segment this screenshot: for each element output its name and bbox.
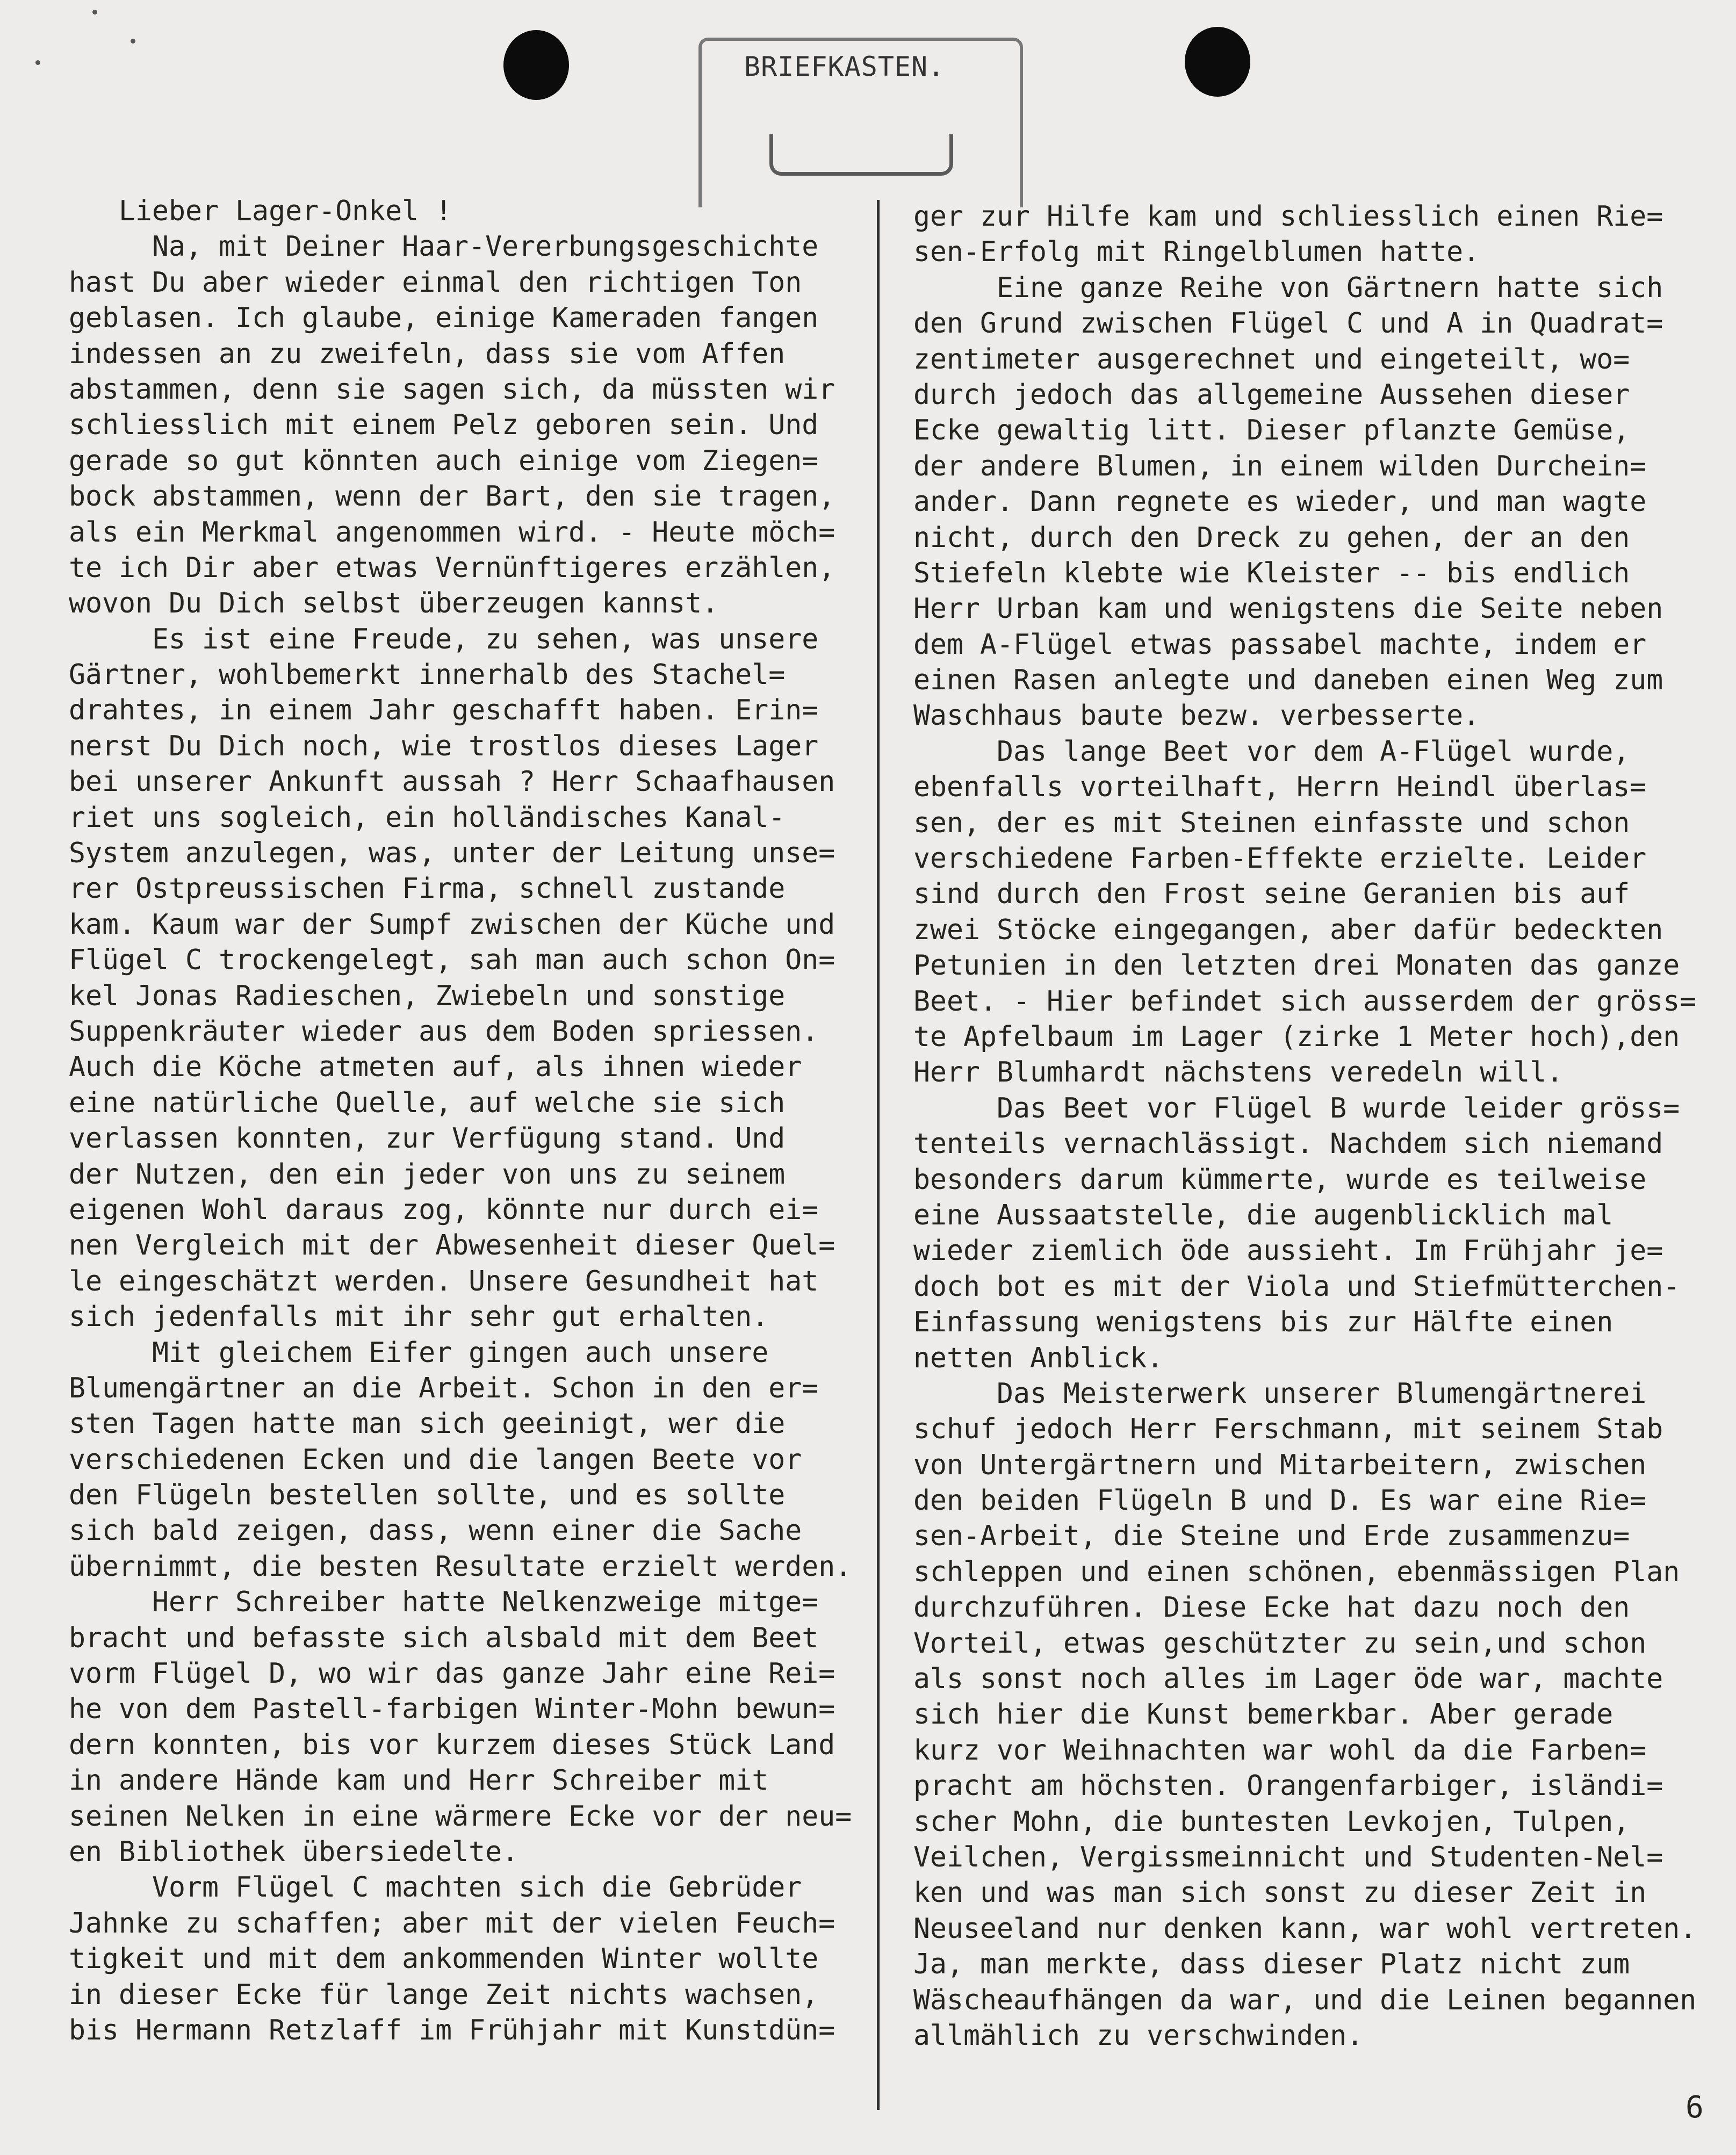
text-line: Neuseeland nur denken kann, war wohl vertreten. <box>913 1912 1697 1945</box>
text-line: kel Jonas Radieschen, Zwiebeln und sonstige <box>69 979 786 1012</box>
text-line: Ecke gewaltig litt. Dieser pflanzte Gemüse, <box>913 414 1630 447</box>
text-line: indessen an zu zweifeln, dass sie vom Affen <box>69 337 786 370</box>
text-line: Das Beet vor Flügel B wurde leider gröss= <box>913 1092 1680 1125</box>
text-line: netten Anblick. <box>913 1342 1164 1374</box>
text-line: tenteils vernachlässigt. Nachdem sich niemand <box>913 1128 1663 1161</box>
text-line: als ein Merkmal angenommen wird. - Heute möch= <box>69 516 835 549</box>
text-line: sich bald zeigen, dass, wenn einer die Sache <box>69 1515 802 1547</box>
text-line: kam. Kaum war der Sumpf zwischen der Küche und <box>69 908 835 941</box>
text-line: pracht am höchsten. Orangenfarbiger, isländi= <box>913 1770 1663 1803</box>
text-line: seinen Nelken in eine wärmere Ecke vor der neu= <box>69 1800 852 1833</box>
text-line: Suppenkräuter wieder aus dem Boden spriessen. <box>69 1015 819 1048</box>
text-line: eigenen Wohl daraus zog, könnte nur durch ei= <box>69 1193 819 1226</box>
text-line: sind durch den Frost seine Geranien bis auf <box>913 878 1630 911</box>
text-line: riet uns sogleich, ein holländisches Kanal- <box>69 801 786 834</box>
text-line: als sonst noch alles im Lager öde war, machte <box>913 1663 1663 1696</box>
text-line: Das lange Beet vor dem A-Flügel wurde, <box>913 735 1630 768</box>
text-line: der Nutzen, den ein jeder von uns zu seinem <box>69 1158 786 1191</box>
text-line: sten Tagen hatte man sich geeinigt, wer die <box>69 1408 786 1440</box>
text-line: en Bibliothek übersiedelte. <box>69 1835 519 1868</box>
text-line: doch bot es mit der Viola und Stiefmütterchen- <box>913 1270 1680 1303</box>
punch-hole-right <box>1185 27 1250 97</box>
text-line: vorm Flügel D, wo wir das ganze Jahr eine Rei= <box>69 1657 835 1690</box>
text-line: Das Meisterwerk unserer Blumengärtnerei <box>913 1377 1647 1410</box>
text-line: zentimeter ausgerechnet und eingeteilt, wo= <box>913 343 1630 376</box>
text-line: Vorm Flügel C machten sich die Gebrüder <box>69 1871 802 1904</box>
text-line: den beiden Flügeln B und D. Es war eine Rie= <box>913 1484 1647 1517</box>
text-line: bis Hermann Retzlaff im Frühjahr mit Kunstdün= <box>69 2014 835 2046</box>
text-line: wieder ziemlich öde aussieht. Im Frühjahr je= <box>913 1235 1663 1267</box>
text-line: geblasen. Ich glaube, einige Kameraden fangen <box>69 302 819 335</box>
text-line: abstammen, denn sie sagen sich, da müssten wir <box>69 373 835 406</box>
text-line: schliesslich mit einem Pelz geboren sein. Und <box>69 409 819 442</box>
text-line: durch jedoch das allgemeine Aussehen dieser <box>913 378 1630 411</box>
text-line: Ja, man merkte, dass dieser Platz nicht zum <box>913 1948 1630 1981</box>
left-column <box>69 193 869 2048</box>
ink-speck <box>92 10 97 15</box>
text-line: System anzulegen, was, unter der Leitung unse= <box>69 837 835 870</box>
text-line: nicht, durch den Dreck zu gehen, der an den <box>913 521 1630 554</box>
text-line: Jahnke zu schaffen; aber mit der vielen Feuch= <box>69 1907 835 1940</box>
text-line: Es ist eine Freude, zu sehen, was unsere <box>69 623 819 655</box>
text-line: Einfassung wenigstens bis zur Hälfte einen <box>913 1306 1613 1339</box>
text-line: Flügel C trockengelegt, sah man auch schon On= <box>69 944 835 977</box>
text-line: verschiedene Farben-Effekte erzielte. Leider <box>913 842 1647 875</box>
text-line: Gärtner, wohlbemerkt innerhalb des Stachel= <box>69 659 786 691</box>
text-line: Herr Urban kam und wenigstens die Seite neben <box>913 593 1663 625</box>
text-line: verlassen konnten, zur Verfügung stand. Und <box>69 1122 786 1155</box>
right-column <box>913 199 1733 2053</box>
ink-speck <box>131 39 135 44</box>
text-line: den Grund zwischen Flügel C und A in Quadrat= <box>913 307 1663 340</box>
text-line: kurz vor Weihnachten war wohl da die Farben= <box>913 1734 1647 1767</box>
text-line: Herr Schreiber hatte Nelkenzweige mitge= <box>69 1586 819 1619</box>
text-line: Auch die Köche atmeten auf, als ihnen wieder <box>69 1051 802 1084</box>
text-line: le eingeschätzt werden. Unsere Gesundheit hat <box>69 1265 819 1298</box>
text-line: he von dem Pastell-farbigen Winter-Mohn bewun= <box>69 1693 835 1726</box>
text-line: schuf jedoch Herr Ferschmann, mit seinem Stab <box>913 1413 1663 1446</box>
text-line: Lieber Lager-Onkel ! <box>69 195 452 227</box>
column-divider <box>877 200 880 2110</box>
text-line: Na, mit Deiner Haar-Vererbungsgeschichte <box>69 230 819 263</box>
text-line: Vorteil, etwas geschützter zu sein,und schon <box>913 1627 1647 1660</box>
text-line: den Flügeln bestellen sollte, und es sollte <box>69 1479 786 1512</box>
text-line: von Untergärtnern und Mitarbeitern, zwischen <box>913 1448 1647 1481</box>
text-line: ken und was man sich sonst zu dieser Zeit in <box>913 1877 1647 1909</box>
text-line: wovon Du Dich selbst überzeugen kannst. <box>69 587 719 620</box>
text-line: Blumengärtner an die Arbeit. Schon in den er= <box>69 1372 819 1404</box>
text-line: Waschhaus baute bezw. verbesserte. <box>913 700 1480 732</box>
text-line: verschiedenen Ecken und die langen Beete vor <box>69 1443 802 1476</box>
text-line: in andere Hände kam und Herr Schreiber mit <box>69 1764 769 1797</box>
text-line: Beet. - Hier befindet sich ausserdem der gröss= <box>913 985 1697 1018</box>
ink-speck <box>35 60 40 65</box>
punch-hole-left <box>503 30 569 100</box>
text-line: bei unserer Ankunft aussah ? Herr Schaafhausen <box>69 766 835 798</box>
text-line: einen Rasen anlegte und daneben einen Weg zum <box>913 664 1663 697</box>
text-line: allmählich zu verschwinden. <box>913 2019 1364 2052</box>
text-line: Stiefeln klebte wie Kleister -- bis endlich <box>913 557 1630 589</box>
text-line: sen-Erfolg mit Ringelblumen hatte. <box>913 236 1480 269</box>
text-line: hast Du aber wieder einmal den richtigen Ton <box>69 266 802 299</box>
text-line: besonders darum kümmerte, wurde es teilweise <box>913 1163 1647 1196</box>
text-line: gerade so gut könnten auch einige vom Ziegen= <box>69 444 819 477</box>
text-line: ebenfalls vorteilhaft, Herrn Heindl überlas= <box>913 771 1647 804</box>
text-line: Mit gleichem Eifer gingen auch unsere <box>69 1336 769 1369</box>
text-line: nerst Du Dich noch, wie trostlos dieses Lager <box>69 730 819 762</box>
text-line: drahtes, in einem Jahr geschafft haben. Erin= <box>69 694 819 727</box>
text-line: in dieser Ecke für lange Zeit nichts wachsen, <box>69 1978 819 2011</box>
text-line: Petunien in den letzten drei Monaten das ganze <box>913 949 1680 982</box>
text-line: sich jedenfalls mit ihr sehr gut erhalten. <box>69 1301 769 1334</box>
text-line: schleppen und einen schönen, ebenmässigen Plan <box>913 1555 1680 1588</box>
page-number: 6 <box>1685 2090 1704 2125</box>
text-line: ander. Dann regnete es wieder, und man wagte <box>913 486 1647 518</box>
text-line: dem A-Flügel etwas passabel machte, indem er <box>913 628 1647 661</box>
header-bracket <box>769 134 953 176</box>
text-line: scher Mohn, die buntesten Levkojen, Tulpen, <box>913 1805 1630 1838</box>
text-line: Veilchen, Vergissmeinnicht und Studenten-Nel= <box>913 1841 1663 1873</box>
text-line: te Apfelbaum im Lager (zirke 1 Meter hoch),den <box>913 1020 1680 1053</box>
text-line: eine natürliche Quelle, auf welche sie sich <box>69 1086 786 1119</box>
text-line: übernimmt, die besten Resultate erzielt werden. <box>69 1550 852 1583</box>
text-line: eine Aussaatstelle, die augenblicklich mal <box>913 1199 1613 1231</box>
text-line: tigkeit und mit dem ankommenden Winter wollte <box>69 1943 819 1976</box>
text-line: rer Ostpreussischen Firma, schnell zustande <box>69 873 786 905</box>
text-line: zwei Stöcke eingegangen, aber dafür bedeckten <box>913 913 1663 946</box>
text-line: nen Vergleich mit der Abwesenheit dieser Quel= <box>69 1229 835 1262</box>
text-line: Eine ganze Reihe von Gärtnern hatte sich <box>913 271 1663 304</box>
text-line: sen, der es mit Steinen einfasste und schon <box>913 806 1630 839</box>
text-line: sen-Arbeit, die Steine und Erde zusammenzu= <box>913 1520 1630 1553</box>
page-title: BRIEFKASTEN. <box>744 51 945 82</box>
text-line: Wäscheaufhängen da war, und die Leinen begannen <box>913 1984 1697 2016</box>
text-line: der andere Blumen, in einem wilden Durchein= <box>913 450 1647 482</box>
text-line: Herr Blumhardt nächstens veredeln will. <box>913 1056 1564 1089</box>
text-line: dern konnten, bis vor kurzem dieses Stück Land <box>69 1728 835 1761</box>
text-line: durchzuführen. Diese Ecke hat dazu noch den <box>913 1591 1630 1624</box>
text-line: bock abstammen, wenn der Bart, den sie tragen, <box>69 480 835 513</box>
text-line: sich hier die Kunst bemerkbar. Aber gerade <box>913 1698 1613 1731</box>
text-line: te ich Dir aber etwas Vernünftigeres erzählen, <box>69 551 835 584</box>
text-line: ger zur Hilfe kam und schliesslich einen Rie= <box>913 200 1663 233</box>
text-line: bracht und befasste sich alsbald mit dem Beet <box>69 1621 819 1654</box>
